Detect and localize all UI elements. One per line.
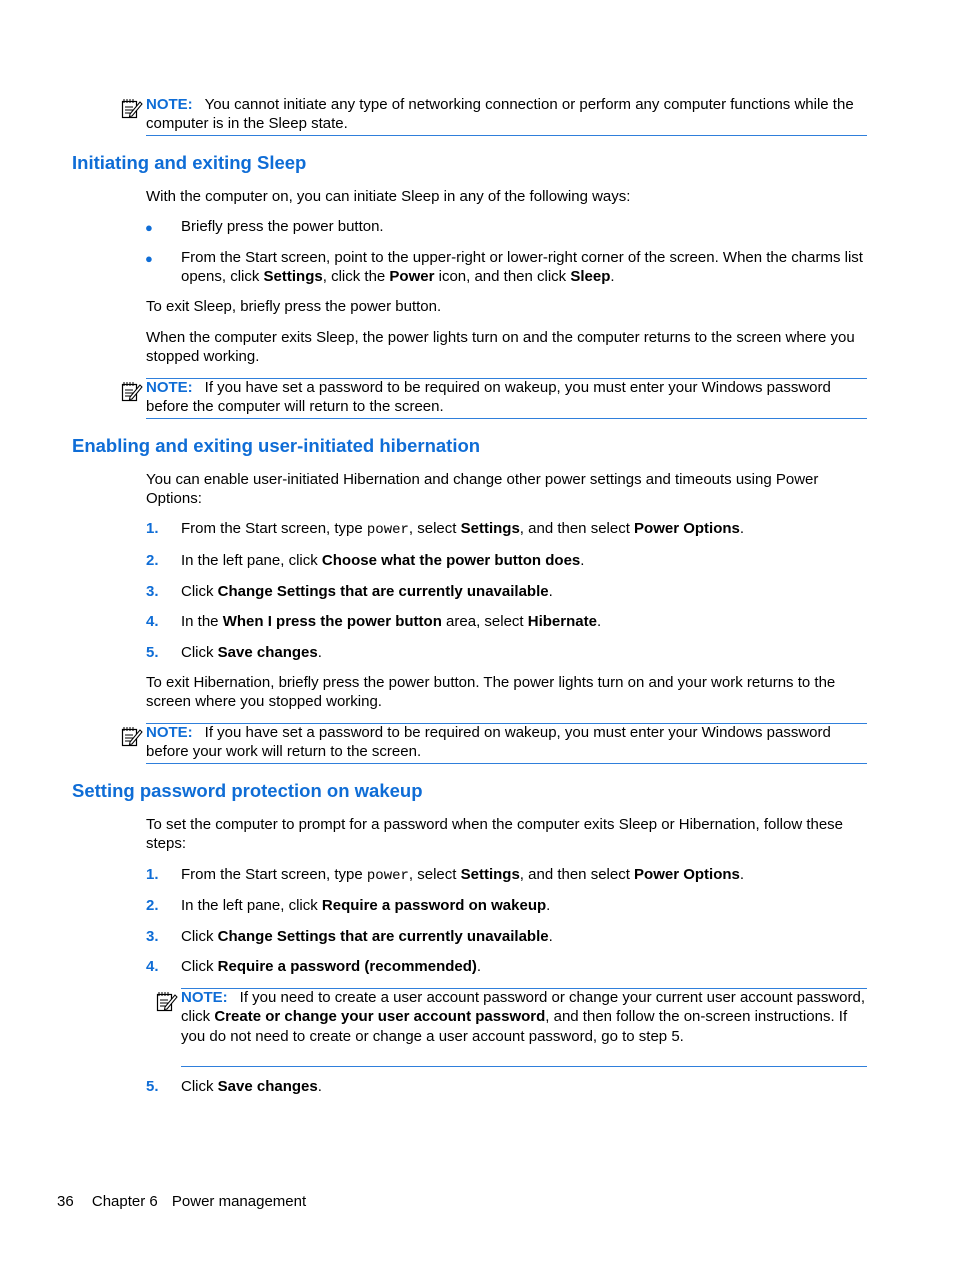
footer-chapter: Chapter 6 — [91, 1193, 158, 1210]
note-rule — [146, 763, 867, 764]
list-item: Briefly press the power button. — [181, 218, 384, 235]
section2-intro: You can enable user-initiated Hibernation and change other power settings and timeouts using Power Options: — [146, 471, 819, 508]
note-rule — [146, 135, 867, 136]
list-item: From the Start screen, point to the upper-right or lower-right corner of the screen. When the charms list opens, click Settings, click the Power icon, and then click Sleep. — [181, 249, 863, 286]
heading-password-protection: Setting password protection on wakeup — [72, 780, 423, 801]
note-label: NOTE: — [181, 989, 228, 1006]
note-text: You cannot initiate any type of networking connection or perform any computer functions while the computer is in the Sleep state. — [146, 96, 854, 133]
step-item: Click Save changes. — [181, 1078, 322, 1095]
heading-initiating-exiting-sleep: Initiating and exiting Sleep — [72, 152, 307, 173]
bullet-icon: ● — [145, 251, 153, 266]
note-rule — [146, 418, 867, 419]
step-number: 4. — [146, 958, 159, 975]
step-number: 1. — [146, 520, 159, 537]
footer-title: Power management — [171, 1193, 307, 1210]
step-item: From the Start screen, type power, select Settings, and then select Power Options. — [181, 866, 745, 884]
note-sleep-networking — [146, 95, 871, 134]
note-pad-icon — [121, 380, 143, 402]
step-item: Click Change Settings that are currently unavailable. — [181, 928, 553, 945]
step-item: In the When I press the power button area, select Hibernate. — [181, 613, 602, 630]
step-item: Click Save changes. — [181, 644, 322, 661]
step-number: 5. — [146, 644, 159, 661]
note-hibernation-password — [146, 723, 871, 762]
bullet-icon: ● — [145, 220, 153, 235]
note-pad-icon — [121, 725, 143, 747]
note-pad-icon — [121, 97, 143, 119]
step-number: 2. — [146, 897, 159, 914]
step-number: 1. — [146, 866, 159, 883]
page-number: 36 — [57, 1193, 74, 1210]
note-pad-icon — [156, 990, 178, 1012]
note-create-password: NOTE: If you need to create a user account password or change your current user account password, click Create or change your user account password, and then follow the on-screen instructions. If you do not need to create or change a user account password, go to step 5. — [181, 989, 866, 1045]
note-text: If you have set a password to be required on wakeup, you must enter your Windows password before the computer will return to the screen. — [146, 379, 831, 416]
step-item: In the left pane, click Require a password on wakeup. — [181, 897, 551, 914]
section3-intro: To set the computer to prompt for a password when the computer exits Sleep or Hibernation, follow these steps: — [146, 816, 844, 853]
section1-intro: With the computer on, you can initiate Sleep in any of the following ways: — [146, 188, 631, 205]
step-number: 2. — [146, 552, 159, 569]
section1-returns: When the computer exits Sleep, the power lights turn on and the computer returns to the screen where you stopped working. — [146, 329, 855, 366]
note-label: NOTE: — [146, 96, 193, 113]
note-label: NOTE: — [146, 379, 193, 396]
page-footer — [57, 1192, 306, 1211]
step-item: From the Start screen, type power, select Settings, and then select Power Options. — [181, 520, 745, 538]
heading-enabling-hibernation: Enabling and exiting user-initiated hibernation — [72, 435, 481, 456]
step-item: Click Change Settings that are currently unavailable. — [181, 583, 553, 600]
step-number: 4. — [146, 613, 159, 630]
note-rule — [181, 1066, 867, 1067]
note-sleep-password — [146, 378, 871, 417]
note-text: If you have set a password to be required on wakeup, you must enter your Windows password before your work will return to the screen. — [146, 724, 831, 761]
section1-exit: To exit Sleep, briefly press the power button. — [146, 298, 442, 315]
step-item: Click Require a password (recommended). — [181, 958, 482, 975]
step-item: In the left pane, click Choose what the power button does. — [181, 552, 585, 569]
section2-exit: To exit Hibernation, briefly press the power button. The power lights turn on and your work returns to the screen where you stopped working. — [146, 674, 836, 711]
step-number: 3. — [146, 583, 159, 600]
step-number: 3. — [146, 928, 159, 945]
step-number: 5. — [146, 1078, 159, 1095]
note-label: NOTE: — [146, 724, 193, 741]
